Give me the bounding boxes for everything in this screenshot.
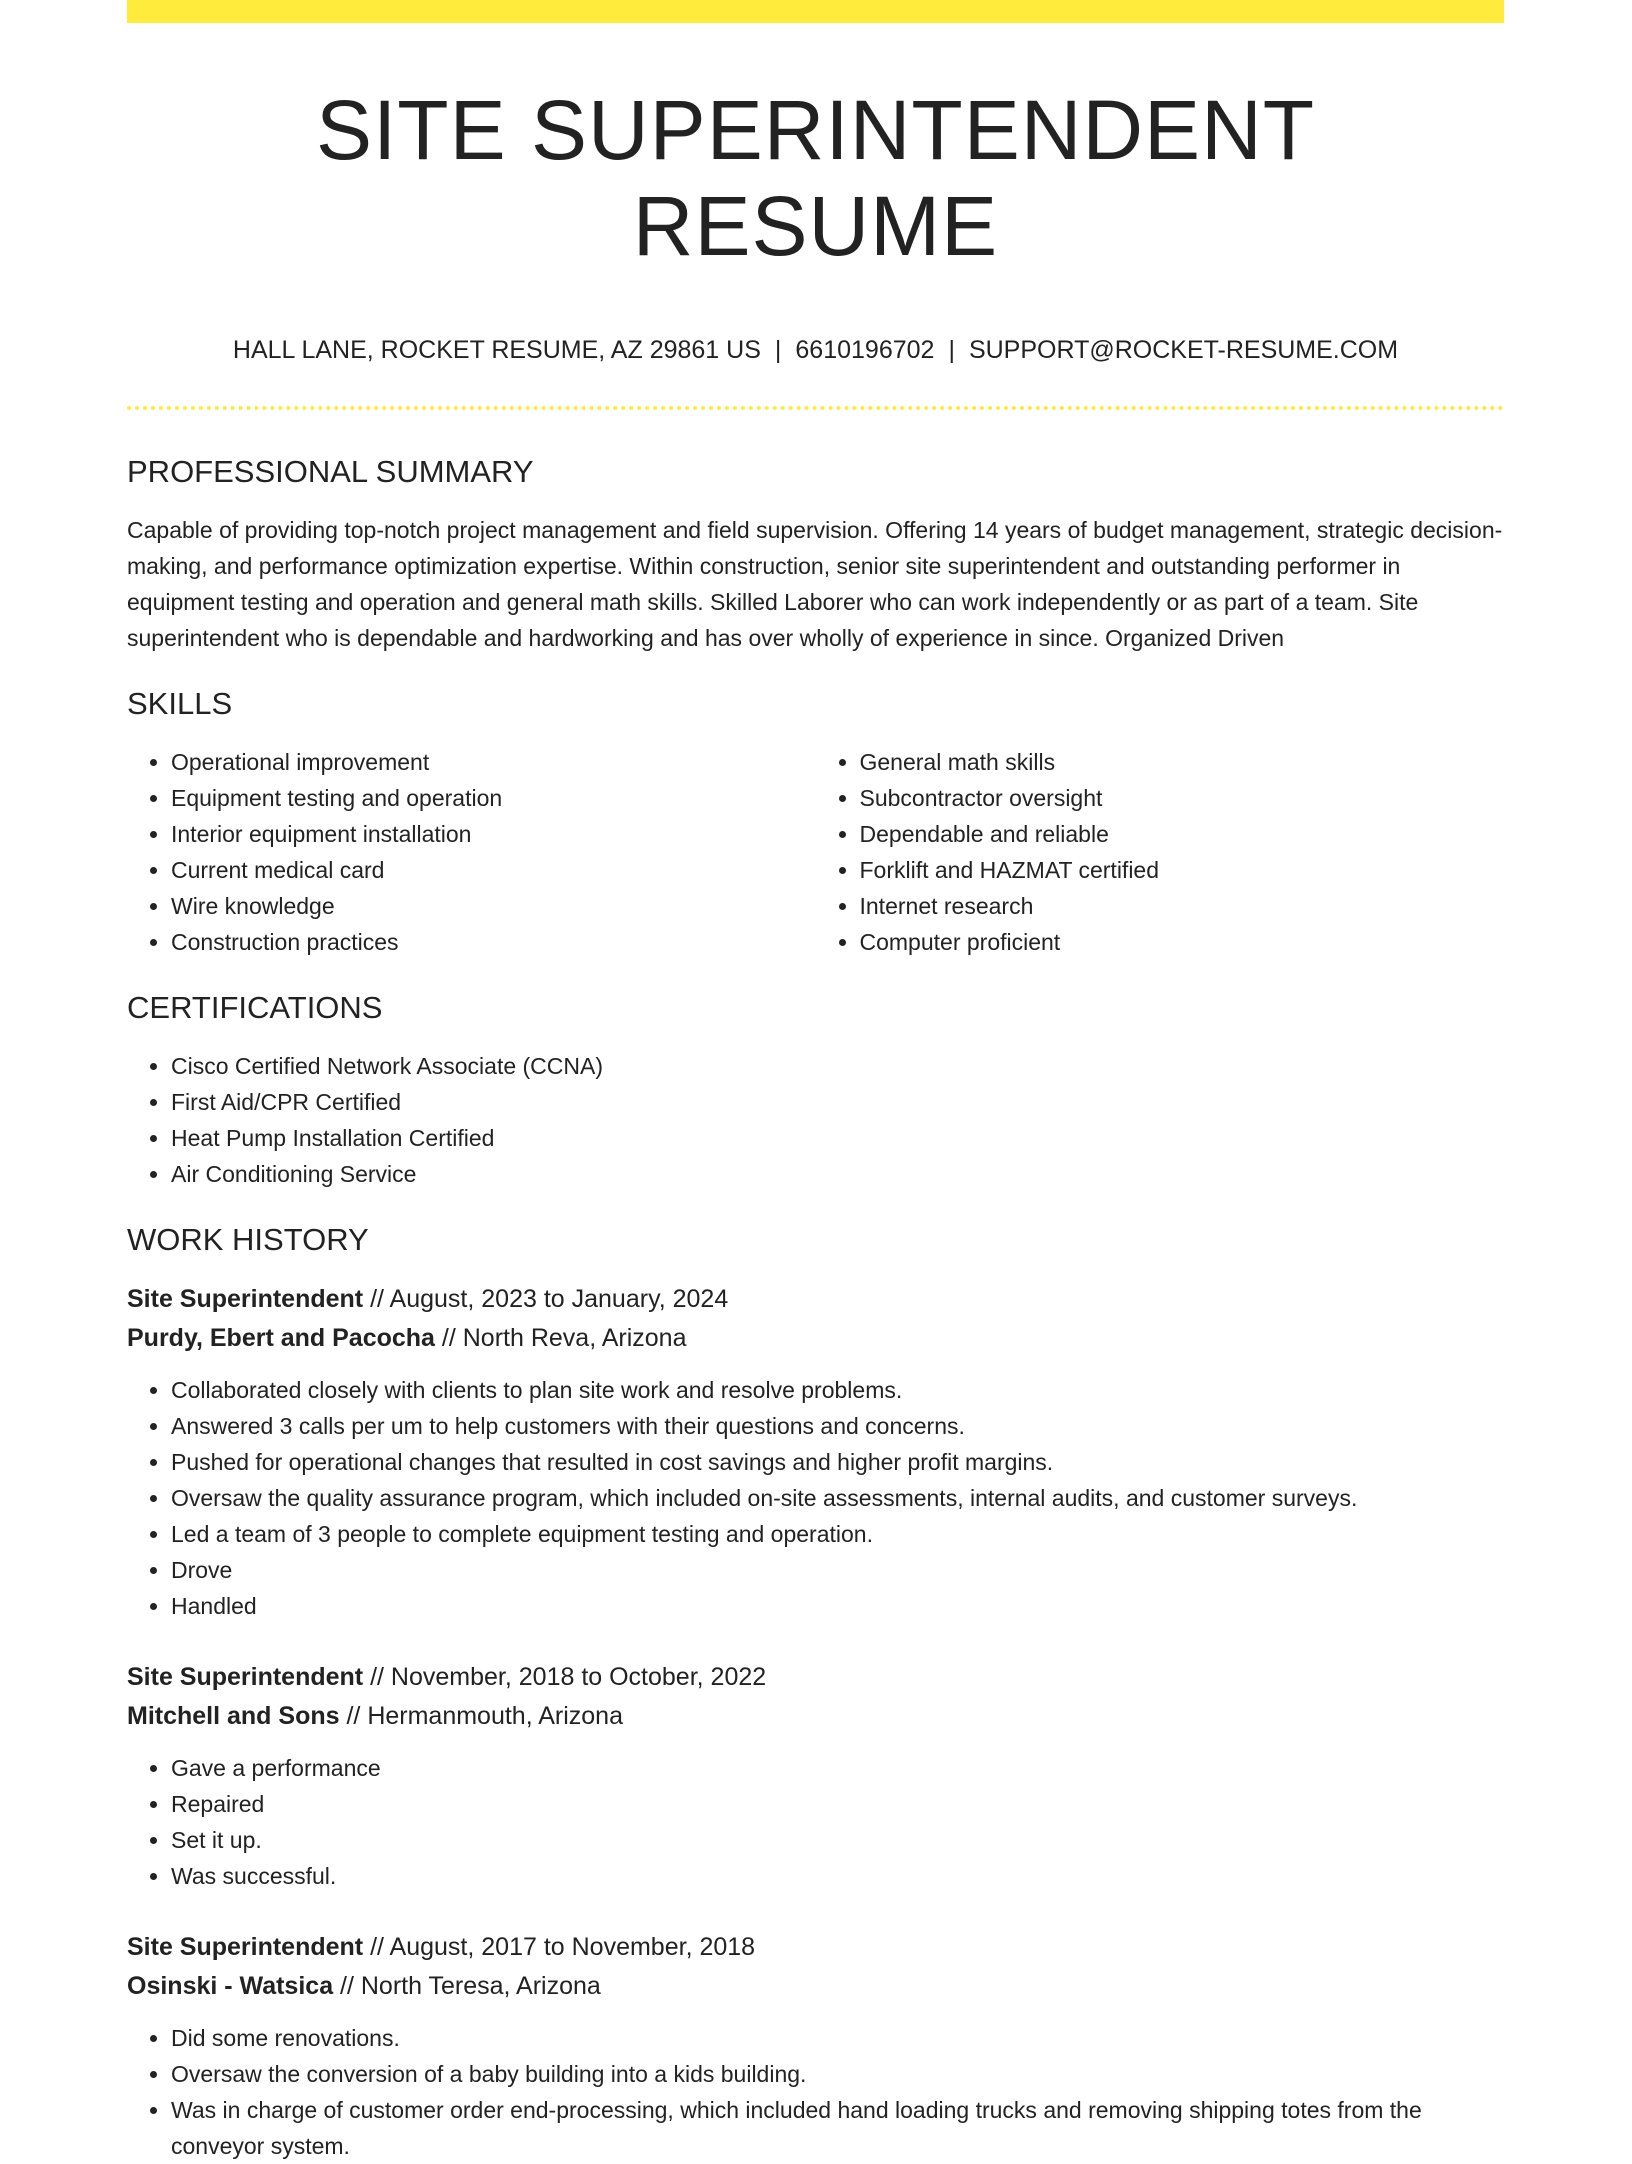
- resume-content: [127, 0, 1504, 2164]
- certification-item: • Heat Pump Installation Certified: [171, 1120, 1504, 1156]
- skill-item: • Operational improvement: [171, 744, 816, 780]
- skill-item: • General math skills: [860, 744, 1505, 780]
- skills-list-right: [816, 744, 1505, 960]
- job-company: Purdy, Ebert and Pacocha: [127, 1324, 435, 1352]
- contact-phone: 6610196702: [795, 336, 935, 364]
- skill-item: • Internet research: [860, 888, 1505, 924]
- summary-heading: PROFESSIONAL SUMMARY: [127, 454, 534, 489]
- contact-email: SUPPORT@ROCKET-RESUME.COM: [968, 336, 1399, 364]
- certification-item: • Cisco Certified Network Associate (CCNA): [171, 1048, 1504, 1084]
- job-entry: [127, 1928, 1504, 2164]
- skill-item: • Forklift and HAZMAT certified: [860, 852, 1505, 888]
- job-company: Mitchell and Sons: [127, 1702, 340, 1730]
- skills-heading: SKILLS: [127, 686, 233, 721]
- job-duty-item: • Gave a performance: [171, 1750, 1504, 1786]
- job-company: Osinski - Watsica: [127, 1972, 334, 2000]
- skill-item: • Equipment testing and operation: [171, 780, 816, 816]
- job-company-line: [127, 1319, 1504, 1358]
- job-dates: // August, 2017 to November, 2018: [363, 1933, 756, 1961]
- certification-item: • First Aid/CPR Certified: [171, 1084, 1504, 1120]
- job-location: // North Reva, Arizona: [434, 1324, 687, 1352]
- resume-title: SITE SUPERINTENDENT RESUME: [315, 83, 1316, 273]
- job-duty-item: • Did some renovations.: [171, 2020, 1504, 2056]
- job-duties-list: [127, 1750, 1504, 1894]
- job-duty-item: • Was in charge of customer order end-processing, which included hand loading trucks and removing shipping totes from the conveyor system.: [171, 2092, 1504, 2164]
- contact-separator: |: [948, 336, 955, 364]
- skill-item: • Computer proficient: [860, 924, 1505, 960]
- job-dates: // August, 2023 to January, 2024: [363, 1285, 729, 1313]
- job-role-line: [127, 1280, 1504, 1319]
- job-company-line: [127, 1967, 1504, 2006]
- job-location: // North Teresa, Arizona: [333, 1972, 601, 2000]
- certifications-list: [127, 1048, 1504, 1192]
- job-entry: [127, 1280, 1504, 1624]
- work-history-heading: WORK HISTORY: [127, 1222, 369, 1257]
- job-duty-item: • Handled: [171, 1588, 1504, 1624]
- job-role-line: [127, 1928, 1504, 1967]
- skill-item: • Dependable and reliable: [860, 816, 1505, 852]
- contact-address: HALL LANE, ROCKET RESUME, AZ 29861 US: [232, 336, 761, 364]
- job-duty-item: • Set it up.: [171, 1822, 1504, 1858]
- skills-list-left: [127, 744, 816, 960]
- skill-item: • Construction practices: [171, 924, 816, 960]
- contact-separator: |: [774, 336, 782, 364]
- job-duty-item: • Was successful.: [171, 1858, 1504, 1894]
- skill-item: • Wire knowledge: [171, 888, 816, 924]
- certifications-heading: CERTIFICATIONS: [127, 990, 383, 1025]
- job-duty-item: • Collaborated closely with clients to plan site work and resolve problems.: [171, 1372, 1504, 1408]
- contact-line: [127, 334, 1504, 366]
- certification-item: • Air Conditioning Service: [171, 1156, 1504, 1192]
- job-entry: [127, 1658, 1504, 1894]
- dotted-divider: [127, 406, 1504, 410]
- job-duty-item: • Led a team of 3 people to complete equipment testing and operation.: [171, 1516, 1504, 1552]
- summary-text: Capable of providing top-notch project management and field supervision. Offering 14 years of budget management, strategic decision-making, and performance optimization expertise. Within construction, senior site superintendent and outstanding performer in equipment testing and operation and general math skills. Skilled Laborer who can work independently or as part of a team. Site superintendent who is dependable and hardworking and has over wholly of experience in since. Organized Driven: [127, 517, 1503, 651]
- job-duty-item: • Drove: [171, 1552, 1504, 1588]
- job-role: Site Superintendent: [127, 1933, 364, 1961]
- skill-item: • Current medical card: [171, 852, 816, 888]
- skill-item: • Subcontractor oversight: [860, 780, 1505, 816]
- job-duty-item: • Answered 3 calls per um to help customers with their questions and concerns.: [171, 1408, 1504, 1444]
- job-role: Site Superintendent: [127, 1663, 364, 1691]
- job-dates: // November, 2018 to October, 2022: [363, 1663, 767, 1691]
- job-company-line: [127, 1697, 1504, 1736]
- job-duty-item: • Oversaw the conversion of a baby building into a kids building.: [171, 2056, 1504, 2092]
- job-duty-item: • Oversaw the quality assurance program, which included on-site assessments, internal audits, and customer surveys.: [171, 1480, 1504, 1516]
- skill-item: • Interior equipment installation: [171, 816, 816, 852]
- job-duty-item: • Pushed for operational changes that resulted in cost savings and higher profit margins.: [171, 1444, 1504, 1480]
- job-location: // Hermanmouth, Arizona: [339, 1702, 623, 1730]
- job-duty-item: • Repaired: [171, 1786, 1504, 1822]
- job-role-line: [127, 1658, 1504, 1697]
- job-role: Site Superintendent: [127, 1285, 364, 1313]
- skills-grid: [127, 744, 1504, 960]
- job-duties-list: [127, 1372, 1504, 1624]
- job-duties-list: [127, 2020, 1504, 2164]
